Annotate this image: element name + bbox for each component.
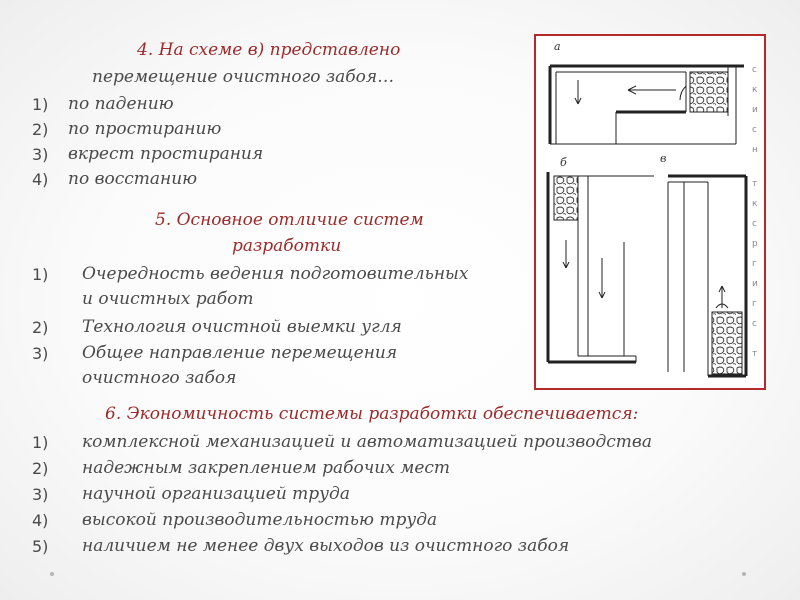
corner-dot xyxy=(742,572,746,576)
svg-text:с: с xyxy=(752,125,757,135)
svg-text:р: р xyxy=(752,239,758,249)
svg-text:г: г xyxy=(752,259,757,269)
svg-text:к: к xyxy=(752,85,758,95)
svg-text:и: и xyxy=(752,279,758,289)
label-a: а xyxy=(554,40,561,53)
svg-text:с: с xyxy=(752,219,757,229)
scheme-v xyxy=(668,176,746,376)
mining-scheme-figure xyxy=(534,34,766,390)
svg-text:г: г xyxy=(752,299,757,309)
svg-text:т: т xyxy=(752,349,758,359)
q6-options: 1) комплексной механизацией и автоматизацией производства 2) надежным закреплением рабочих мест 3) научной организацией труда 4) высокой производительностью труда 5) наличием не менее двух выходов из очистного забоя xyxy=(32,432,652,556)
scheme-b xyxy=(548,172,654,362)
scheme-labels xyxy=(554,40,666,169)
q4-options: 1) по падению 2) по простиранию 3) вкрест простирания 4) по восстанию xyxy=(32,94,264,189)
q5-option-3[interactable]: 3) Общее направление перемещения очистного забоя xyxy=(32,343,398,388)
label-b: б xyxy=(560,156,567,169)
svg-text:с: с xyxy=(752,319,757,329)
q4-title-line1: 4. На схеме в) представлено xyxy=(137,40,401,60)
mining-scheme-svg xyxy=(536,36,764,388)
side-text-column xyxy=(752,65,758,359)
q5-title-line1: 5. Основное отличие систем xyxy=(155,210,424,230)
q5-title-line2: разработки xyxy=(232,236,342,256)
q5-options: 1) Очередность ведения подготовительных и очистных работ 2) Технология очистной выемки угля 3) Общее направление перемещения очистного забоя xyxy=(32,262,532,392)
q5-option-1[interactable]: 1) Очередность ведения подготовительных и очистных работ xyxy=(32,264,469,309)
svg-text:н: н xyxy=(752,145,758,155)
svg-text:с: с xyxy=(752,65,757,75)
scheme-a xyxy=(550,66,744,144)
label-v: в xyxy=(660,152,667,165)
q6-title: 6. Экономичность системы разработки обеспечивается: xyxy=(105,404,639,424)
svg-text:к: к xyxy=(752,199,758,209)
q4-title-line2: перемещение очистного забоя… xyxy=(92,67,395,87)
svg-text:и: и xyxy=(752,105,758,115)
svg-text:т: т xyxy=(752,179,758,189)
corner-dot xyxy=(50,572,54,576)
